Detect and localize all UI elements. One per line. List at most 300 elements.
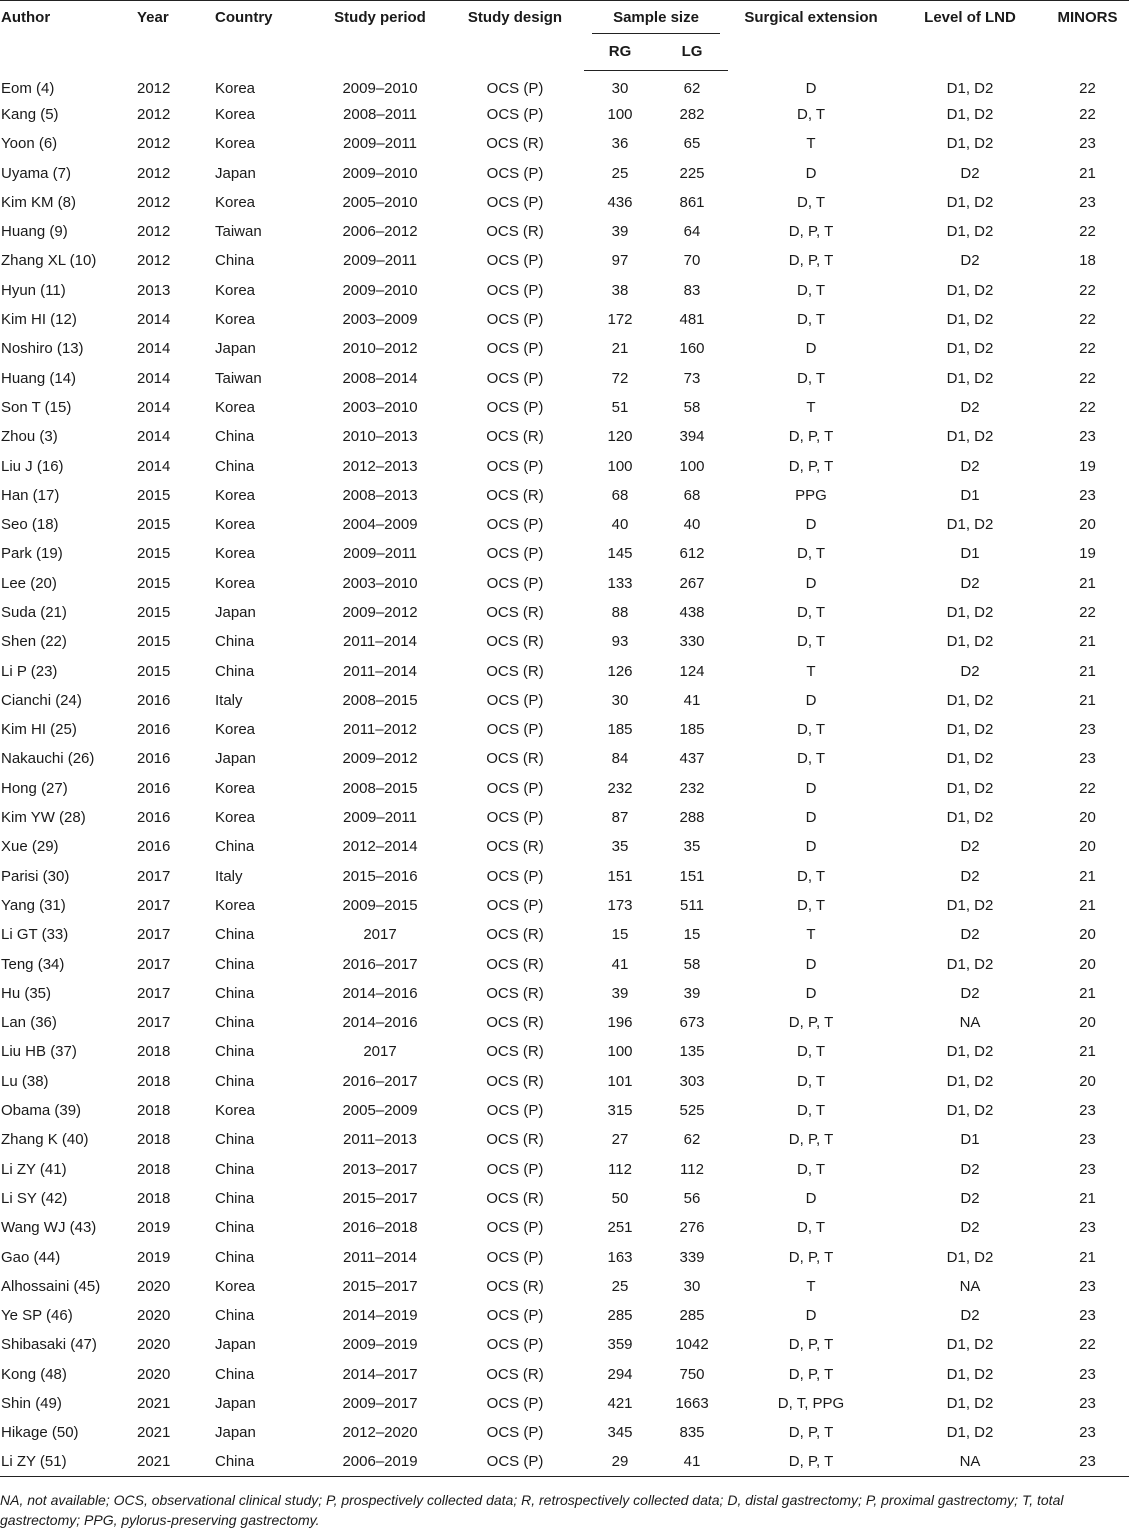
cell-year: 2019 xyxy=(137,1248,171,1266)
cell-study-design: OCS (P) xyxy=(486,79,544,97)
cell-year: 2014 xyxy=(137,369,171,387)
cell-level-of-lnd: D2 xyxy=(960,662,980,680)
cell-study-period: 2009–2011 xyxy=(343,252,417,270)
table-row xyxy=(0,569,1129,598)
cell-surgical-extension: D, T xyxy=(796,633,826,651)
cell-lg: 112 xyxy=(680,1160,704,1178)
cell-rg: 21 xyxy=(611,340,629,358)
cell-study-design: OCS (R) xyxy=(486,1014,544,1032)
cell-minors: 22 xyxy=(1079,223,1096,241)
cell-study-period: 2009–2017 xyxy=(342,1395,418,1412)
cell-level-of-lnd: D2 xyxy=(960,1307,980,1325)
cell-country: China xyxy=(215,1307,255,1325)
table-row xyxy=(0,979,1129,1008)
cell-lg: 41 xyxy=(656,1447,728,1476)
cell-author: Parisi (30) xyxy=(1,867,70,885)
cell-year: 2016 xyxy=(137,750,171,768)
cell-surgical-extension: D xyxy=(805,79,817,97)
cell-surgical-extension: D xyxy=(805,574,817,592)
cell-year: 2017 xyxy=(137,926,171,944)
cell-author: Lu (38) xyxy=(1,1072,49,1090)
cell-year: 2012 xyxy=(137,252,171,270)
cell-year: 2014 xyxy=(137,398,171,416)
cell-year: 2020 xyxy=(137,1365,171,1383)
cell-level-of-lnd: D1 xyxy=(960,1131,980,1149)
cell-country: Taiwan xyxy=(215,369,262,387)
cell-minors: 22 xyxy=(1079,311,1096,329)
cell-minors: 22 xyxy=(1079,79,1096,97)
cell-country: Japan xyxy=(215,603,256,621)
header-group-rule xyxy=(592,33,720,34)
cell-author: Han (17) xyxy=(1,486,60,504)
cell-minors: 21 xyxy=(1079,662,1096,680)
cell-author: Liu HB (37) xyxy=(1,1043,77,1061)
cell-lg: 276 xyxy=(679,1219,705,1237)
table-row xyxy=(0,1096,1129,1125)
cell-study-period: 2017 xyxy=(363,926,397,944)
table-row xyxy=(0,422,1129,451)
cell-rg: 133 xyxy=(607,574,633,592)
cell-rg: 315 xyxy=(607,1102,633,1120)
cell-lg: 40 xyxy=(683,516,701,534)
cell-year: 2012 xyxy=(137,79,171,97)
table-row xyxy=(0,744,1129,773)
cell-minors: 20 xyxy=(1079,838,1096,856)
cell-study-design: OCS (R) xyxy=(486,1072,544,1090)
cell-year: 2013 xyxy=(137,281,171,299)
cell-minors: 23 xyxy=(1079,1160,1096,1178)
cell-rg: 40 xyxy=(611,516,629,534)
cell-author: Hikage (50) xyxy=(1,1424,79,1442)
cell-lg: 35 xyxy=(683,838,701,856)
cell-study-design: OCS (R) xyxy=(486,486,544,504)
cell-study-period: 2008–2014 xyxy=(342,369,418,387)
cell-country: Korea xyxy=(215,545,256,563)
cell-rg: 93 xyxy=(611,633,629,651)
table-row xyxy=(0,1213,1129,1242)
cell-country: Korea xyxy=(215,398,256,416)
cell-level-of-lnd: D1, D2 xyxy=(946,193,994,211)
cell-lg: 70 xyxy=(683,252,701,270)
cell-lg: 151 xyxy=(679,867,705,885)
cell-year: 2014 xyxy=(137,457,171,475)
cell-level-of-lnd: D2 xyxy=(960,252,980,270)
cell-year: 2021 xyxy=(137,1395,171,1412)
cell-minors: 23 xyxy=(1079,193,1096,211)
cell-minors: 23 xyxy=(1079,428,1096,446)
cell-country: Korea xyxy=(215,721,256,739)
cell-level-of-lnd: D2 xyxy=(960,926,980,944)
cell-year: 2014 xyxy=(137,340,171,358)
cell-author: Teng (34) xyxy=(1,955,65,973)
cell-study-period: 2009–2011 xyxy=(343,135,417,153)
cell-lg: 330 xyxy=(679,633,705,651)
cell-level-of-lnd: D1, D2 xyxy=(946,369,994,387)
cell-lg: 282 xyxy=(679,105,705,123)
cell-lg: 58 xyxy=(683,955,701,973)
cell-level-of-lnd: D1, D2 xyxy=(946,1043,994,1061)
cell-surgical-extension: D xyxy=(805,809,817,827)
cell-surgical-extension: D, P, T xyxy=(788,1248,834,1266)
cell-author: Lan (36) xyxy=(1,1014,57,1032)
cell-minors: 23 xyxy=(1079,1365,1096,1383)
cell-author: Li ZY (41) xyxy=(1,1160,67,1178)
cell-lg: 64 xyxy=(683,223,701,241)
cell-study-design: OCS (R) xyxy=(486,1277,544,1295)
cell-rg: 251 xyxy=(607,1219,633,1237)
cell-lg: 15 xyxy=(683,926,701,944)
table-header xyxy=(0,1,1129,71)
cell-level-of-lnd: D2 xyxy=(960,1160,980,1178)
cell-level-of-lnd: D2 xyxy=(960,164,980,182)
cell-country: China xyxy=(215,252,255,270)
cell-surgical-extension: D, P, T xyxy=(788,223,834,241)
header-study-period: Study period xyxy=(314,1,446,71)
cell-minors: 21 xyxy=(1079,691,1096,709)
cell-year: 2014 xyxy=(137,311,171,329)
cell-lg: 612 xyxy=(679,545,705,563)
cell-lg: 62 xyxy=(683,79,701,97)
cell-country: Korea xyxy=(215,281,256,299)
cell-study-design: OCS (P) xyxy=(446,1447,584,1476)
cell-year: 2015 xyxy=(137,603,171,621)
cell-lg: 525 xyxy=(679,1102,705,1120)
cell-country: Japan xyxy=(215,340,256,358)
cell-author: Alhossaini (45) xyxy=(1,1277,101,1295)
cell-country: Taiwan xyxy=(215,223,262,241)
cell-rg: 112 xyxy=(608,1160,632,1178)
cell-country: Korea xyxy=(215,1102,256,1120)
cell-rg: 100 xyxy=(607,1043,633,1061)
cell-surgical-extension: D, P, T xyxy=(788,1131,834,1149)
cell-study-period: 2011–2014 xyxy=(343,1248,417,1266)
table-row xyxy=(0,1008,1129,1037)
cell-level-of-lnd: D1, D2 xyxy=(946,340,994,358)
cell-author: Kim KM (8) xyxy=(1,193,76,211)
cell-rg: 51 xyxy=(611,398,629,416)
cell-author: Hong (27) xyxy=(1,779,68,797)
cell-rg: 87 xyxy=(611,809,629,827)
cell-level-of-lnd: D1, D2 xyxy=(946,223,994,241)
cell-country: Japan xyxy=(215,164,256,182)
cell-study-design: OCS (R) xyxy=(486,633,544,651)
cell-study-design: OCS (R) xyxy=(486,428,544,446)
cell-author: Yang (31) xyxy=(1,896,66,914)
cell-author: Zhou (3) xyxy=(1,428,58,446)
cell-rg: 88 xyxy=(611,603,629,621)
cell-lg: 39 xyxy=(683,984,701,1002)
table-row xyxy=(0,891,1129,920)
cell-author: Kong (48) xyxy=(1,1365,67,1383)
cell-lg: 58 xyxy=(683,398,701,416)
table-row xyxy=(0,1301,1129,1330)
cell-study-design: OCS (R) xyxy=(486,662,544,680)
cell-year: 2015 xyxy=(137,545,171,563)
cell-rg: 359 xyxy=(607,1336,633,1354)
cell-minors: 23 xyxy=(1079,750,1096,768)
cell-study-design: OCS (P) xyxy=(486,1336,544,1354)
table-row xyxy=(0,334,1129,363)
cell-country: China xyxy=(214,1447,314,1476)
cell-surgical-extension: D, P, T xyxy=(788,1014,834,1032)
cell-rg: 39 xyxy=(611,984,629,1002)
cell-level-of-lnd: D2 xyxy=(960,984,980,1002)
cell-study-design: OCS (R) xyxy=(486,1365,544,1383)
cell-level-of-lnd: D1, D2 xyxy=(946,1102,994,1120)
cell-study-design: OCS (R) xyxy=(486,135,544,153)
cell-study-period: 2009–2012 xyxy=(342,603,418,621)
cell-year: 2014 xyxy=(137,428,171,446)
cell-study-period: 2003–2010 xyxy=(342,574,418,592)
cell-year: 2015 xyxy=(137,633,171,651)
cell-level-of-lnd: D1, D2 xyxy=(946,896,994,914)
cell-rg: 232 xyxy=(607,779,633,797)
cell-author: Li SY (42) xyxy=(1,1189,68,1207)
cell-study-period: 2008–2015 xyxy=(342,691,418,709)
cell-country: China xyxy=(215,662,255,680)
cell-study-period: 2015–2016 xyxy=(342,867,418,885)
table-row xyxy=(0,715,1129,744)
cell-study-period: 2015–2017 xyxy=(342,1189,418,1207)
cell-study-design: OCS (P) xyxy=(486,457,544,475)
cell-author: Gao (44) xyxy=(1,1248,61,1266)
table-row xyxy=(0,832,1129,861)
cell-minors: 22 xyxy=(1079,1336,1096,1354)
cell-level-of-lnd: D2 xyxy=(960,838,980,856)
cell-year: 2016 xyxy=(137,721,171,739)
cell-study-design: OCS (R) xyxy=(486,926,544,944)
table-footnote: NA, not available; OCS, observational clinical study; P, prospectively collected data; R, retrospectively collected data; D, distal gastrectomy; P, proximal gastrectomy; T, total gastrectomy; PPG, pylorus-preserving gastrectomy. xyxy=(0,1492,1064,1528)
cell-study-design: OCS (P) xyxy=(486,1248,544,1266)
cell-level-of-lnd: D1, D2 xyxy=(946,1424,994,1442)
cell-rg: 421 xyxy=(607,1395,633,1412)
cell-lg: 65 xyxy=(683,135,701,153)
cell-year: 2012 xyxy=(137,164,171,182)
cell-author: Shen (22) xyxy=(1,633,67,651)
cell-surgical-extension: T xyxy=(806,135,816,153)
cell-minors: 19 xyxy=(1079,545,1096,563)
cell-study-design: OCS (P) xyxy=(486,574,544,592)
cell-study-period: 2014–2019 xyxy=(342,1307,418,1325)
cell-country: China xyxy=(215,1014,255,1032)
cell-study-period: 2012–2020 xyxy=(342,1424,418,1442)
cell-rg: 15 xyxy=(611,926,629,944)
table-row xyxy=(0,1184,1129,1213)
cell-level-of-lnd: D1, D2 xyxy=(946,779,994,797)
cell-study-design: OCS (P) xyxy=(486,809,544,827)
cell-study-period: 2017 xyxy=(363,1043,397,1061)
cell-author: Lee (20) xyxy=(1,574,57,592)
cell-study-period: 2009–2010 xyxy=(342,79,418,97)
cell-surgical-extension: D, T xyxy=(796,1160,826,1178)
cell-level-of-lnd: D2 xyxy=(960,457,980,475)
cell-minors: 23 xyxy=(1079,486,1096,504)
cell-study-period: 2009–2011 xyxy=(343,545,417,563)
cell-study-period: 2006–2012 xyxy=(342,223,418,241)
cell-minors: 21 xyxy=(1079,164,1096,182)
cell-year: 2018 xyxy=(137,1131,171,1149)
cell-level-of-lnd: D1, D2 xyxy=(946,691,994,709)
cell-surgical-extension: D, T xyxy=(796,545,826,563)
header-sample-size xyxy=(584,1,728,34)
cell-rg: 173 xyxy=(607,896,633,914)
cell-rg: 41 xyxy=(611,955,629,973)
cell-year: 2018 xyxy=(137,1160,171,1178)
cell-study-period: 2009–2012 xyxy=(342,750,418,768)
cell-rg: 345 xyxy=(607,1424,633,1442)
cell-lg: 511 xyxy=(680,896,704,914)
cell-study-design: OCS (P) xyxy=(486,340,544,358)
cell-minors: 21 xyxy=(1079,1043,1096,1061)
cell-minors: 22 xyxy=(1079,281,1096,299)
header-level-of-lnd: Level of LND xyxy=(894,1,1046,71)
cell-minors: 23 xyxy=(1079,1219,1096,1237)
cell-author: Yoon (6) xyxy=(1,135,58,153)
cell-year: 2016 xyxy=(137,838,171,856)
cell-country: China xyxy=(215,1043,255,1061)
table-row xyxy=(0,363,1129,392)
cell-surgical-extension: D, P, T xyxy=(788,252,834,270)
cell-author: Xue (29) xyxy=(1,838,59,856)
cell-year: 2015 xyxy=(137,574,171,592)
cell-author: Kim HI (25) xyxy=(1,721,77,739)
cell-rg: 35 xyxy=(611,838,629,856)
cell-rg: 145 xyxy=(607,545,633,563)
cell-surgical-extension: D, T xyxy=(796,311,826,329)
table-row xyxy=(0,1037,1129,1066)
cell-surgical-extension: D, P, T xyxy=(788,428,834,446)
cell-study-design: OCS (P) xyxy=(486,1424,544,1442)
cell-study-period: 2004–2009 xyxy=(342,516,418,534)
cell-minors: 21 xyxy=(1079,633,1096,651)
cell-surgical-extension: D, T, PPG xyxy=(777,1395,845,1412)
cell-surgical-extension: D, T xyxy=(796,896,826,914)
cell-year: 2017 xyxy=(137,955,171,973)
cell-country: Korea xyxy=(215,1277,256,1295)
cell-rg: 72 xyxy=(611,369,629,387)
cell-year: 2016 xyxy=(137,779,171,797)
table-row xyxy=(0,949,1129,978)
cell-study-period: 2014–2016 xyxy=(342,984,418,1002)
cell-level-of-lnd: D1, D2 xyxy=(946,1336,994,1354)
cell-rg: 436 xyxy=(607,193,633,211)
cell-level-of-lnd: D2 xyxy=(960,398,980,416)
cell-study-design: OCS (R) xyxy=(486,1131,544,1149)
cell-lg: 232 xyxy=(679,779,705,797)
cell-lg: 339 xyxy=(679,1248,705,1266)
cell-country: China xyxy=(215,984,255,1002)
table-row xyxy=(0,920,1129,949)
cell-study-design: OCS (P) xyxy=(486,193,544,211)
cell-minors: 18 xyxy=(1079,252,1096,270)
cell-author: Park (19) xyxy=(1,545,63,563)
cell-minors: 19 xyxy=(1079,457,1096,475)
table-row xyxy=(0,1272,1129,1301)
cell-author: Li P (23) xyxy=(1,662,58,680)
table-row xyxy=(0,1154,1129,1183)
cell-minors: 21 xyxy=(1079,984,1096,1002)
cell-surgical-extension: D xyxy=(805,984,817,1002)
table-row xyxy=(0,686,1129,715)
cell-minors: 21 xyxy=(1079,896,1096,914)
cell-lg: 68 xyxy=(683,486,701,504)
cell-surgical-extension: D xyxy=(805,779,817,797)
cell-author: Eom (4) xyxy=(1,79,55,97)
cell-study-design: OCS (R) xyxy=(486,955,544,973)
cell-study-design: OCS (P) xyxy=(486,516,544,534)
cell-year: 2016 xyxy=(137,809,171,827)
cell-author: Uyama (7) xyxy=(1,164,72,182)
cell-year: 2018 xyxy=(137,1102,171,1120)
table-row xyxy=(0,129,1129,158)
cell-rg: 120 xyxy=(607,428,633,446)
cell-country: Korea xyxy=(215,311,256,329)
cell-author: Huang (9) xyxy=(1,223,68,241)
cell-surgical-extension: D xyxy=(805,691,817,709)
header-year: Year xyxy=(136,1,214,71)
cell-level-of-lnd: D1, D2 xyxy=(946,105,994,123)
table-row xyxy=(0,71,1129,100)
cell-study-period: 2012–2013 xyxy=(342,457,418,475)
cell-surgical-extension: D xyxy=(805,955,817,973)
cell-study-period: 2011–2012 xyxy=(343,721,417,739)
cell-study-period: 2011–2014 xyxy=(343,633,417,651)
cell-rg: 97 xyxy=(611,252,629,270)
cell-study-design: OCS (R) xyxy=(486,223,544,241)
cell-study-period: 2014–2016 xyxy=(342,1014,418,1032)
cell-surgical-extension: D, T xyxy=(796,369,826,387)
table-body xyxy=(0,71,1129,1477)
cell-study-period: 2003–2009 xyxy=(342,311,418,329)
cell-study-design: OCS (R) xyxy=(486,984,544,1002)
cell-level-of-lnd: D2 xyxy=(960,1189,980,1207)
cell-minors: 23 xyxy=(1079,721,1096,739)
cell-surgical-extension: D xyxy=(805,164,817,182)
cell-surgical-extension: D, T xyxy=(796,721,826,739)
cell-year: 2018 xyxy=(137,1189,171,1207)
cell-level-of-lnd: D1, D2 xyxy=(946,1248,994,1266)
cell-surgical-extension: D xyxy=(805,1307,817,1325)
cell-year: 2012 xyxy=(137,193,171,211)
cell-lg: 394 xyxy=(679,428,705,446)
cell-author: Liu J (16) xyxy=(1,457,64,475)
table-row xyxy=(0,1360,1129,1389)
cell-lg: 750 xyxy=(679,1365,705,1383)
cell-minors: 22 xyxy=(1079,398,1096,416)
cell-author: Li ZY (51) xyxy=(0,1447,136,1476)
cell-year: 2020 xyxy=(137,1277,171,1295)
cell-rg: 196 xyxy=(607,1014,633,1032)
cell-surgical-extension: D xyxy=(805,1189,817,1207)
cell-study-period: 2009–2010 xyxy=(342,281,418,299)
cell-rg: 25 xyxy=(611,164,629,182)
cell-lg: 437 xyxy=(679,750,705,768)
cell-minors: 22 xyxy=(1079,340,1096,358)
cell-surgical-extension: D xyxy=(805,516,817,534)
cell-surgical-extension: D, P, T xyxy=(788,1336,834,1354)
cell-study-period: 2009–2011 xyxy=(343,809,417,827)
table-row xyxy=(0,100,1129,129)
cell-minors: 20 xyxy=(1079,926,1096,944)
cell-minors: 20 xyxy=(1079,809,1096,827)
cell-country: China xyxy=(215,1189,255,1207)
cell-rg: 30 xyxy=(611,79,629,97)
cell-surgical-extension: D xyxy=(805,340,817,358)
cell-study-design: OCS (P) xyxy=(486,779,544,797)
cell-surgical-extension: D, T xyxy=(796,750,826,768)
cell-study-period: 2010–2013 xyxy=(342,428,418,446)
table-row xyxy=(0,1125,1129,1154)
